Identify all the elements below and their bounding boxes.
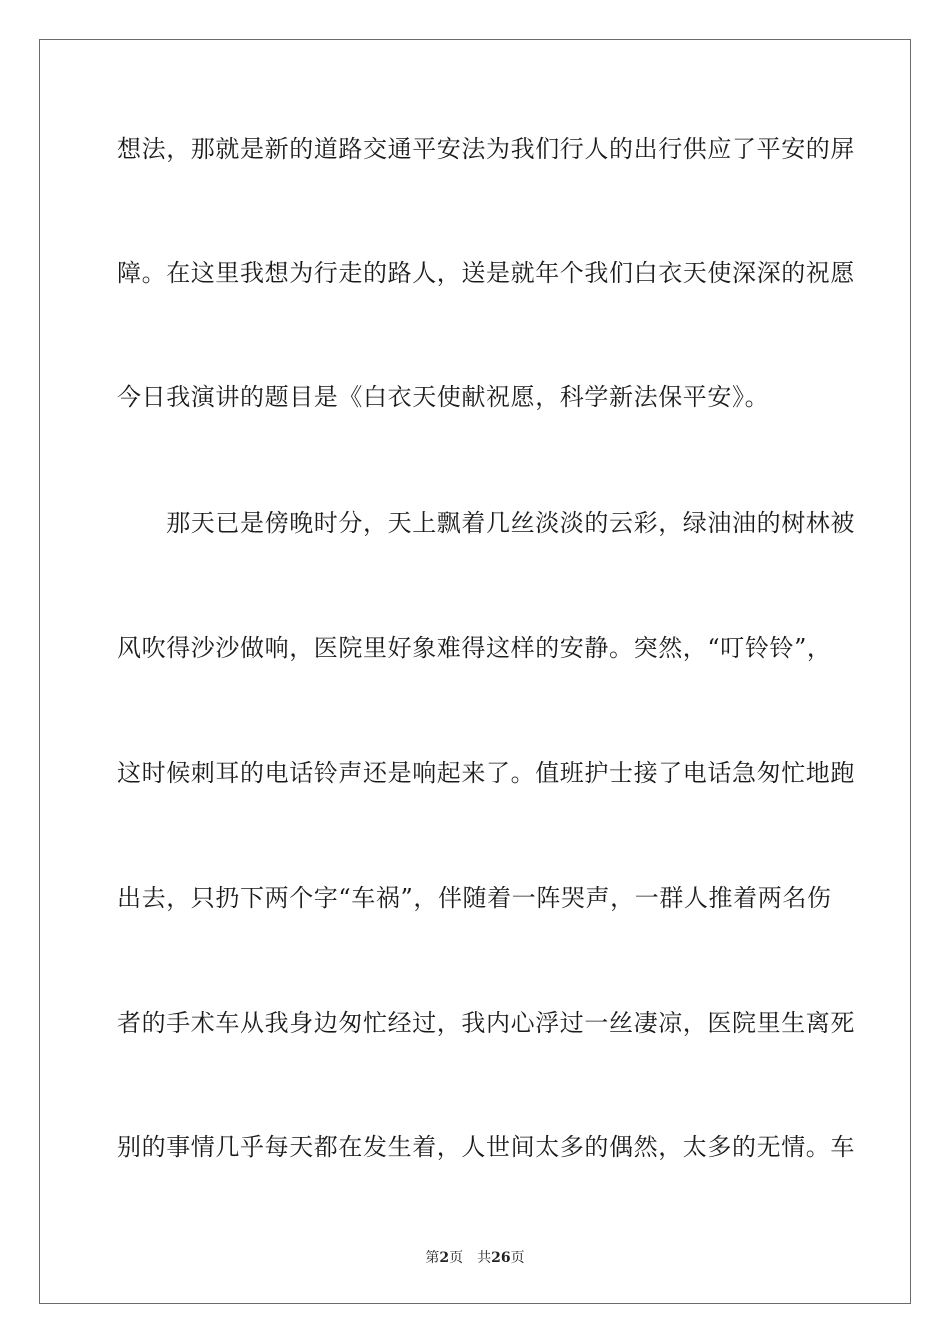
body-text-line: 想法，那就是新的道路交通平安法为我们行人的出行供应了平安的屏 <box>117 135 855 163</box>
body-text-line: 风吹得沙沙做响，医院里好象难得这样的安静。突然，“叮铃铃”， <box>117 634 832 662</box>
total-prefix: 共 <box>477 1250 492 1266</box>
page-footer <box>0 1249 950 1267</box>
total-suffix: 页 <box>510 1250 525 1266</box>
total-pages: 26 <box>491 1250 511 1266</box>
body-text-line: 今日我演讲的题目是《白衣天使献祝愿，科学新法保平安》。 <box>117 383 770 411</box>
body-text-line: 障。在这里我想为行走的路人，送是就年个我们白衣天使深深的祝愿 <box>117 259 855 287</box>
body-text-line: 这时候刺耳的电话铃声还是响起来了。值班护士接了电话急匆忙地跑 <box>117 759 855 787</box>
page-suffix: 页 <box>449 1250 464 1266</box>
body-text-line: 那天已是傍晚时分，天上飘着几丝淡淡的云彩，绿油油的树林被 <box>117 509 855 537</box>
page-number: 2 <box>439 1250 450 1266</box>
page-border <box>39 39 911 1304</box>
body-text-line: 出去，只扔下两个字“车祸”，伴随着一阵哭声，一群人推着两名伤 <box>117 884 832 912</box>
page-prefix: 第 <box>425 1250 440 1266</box>
body-text-line: 别的事情几乎每天都在发生着，人世间太多的偶然，太多的无情。车 <box>117 1133 855 1161</box>
body-text-line: 者的手术车从我身边匆忙经过，我内心浮过一丝凄凉，医院里生离死 <box>117 1009 855 1037</box>
